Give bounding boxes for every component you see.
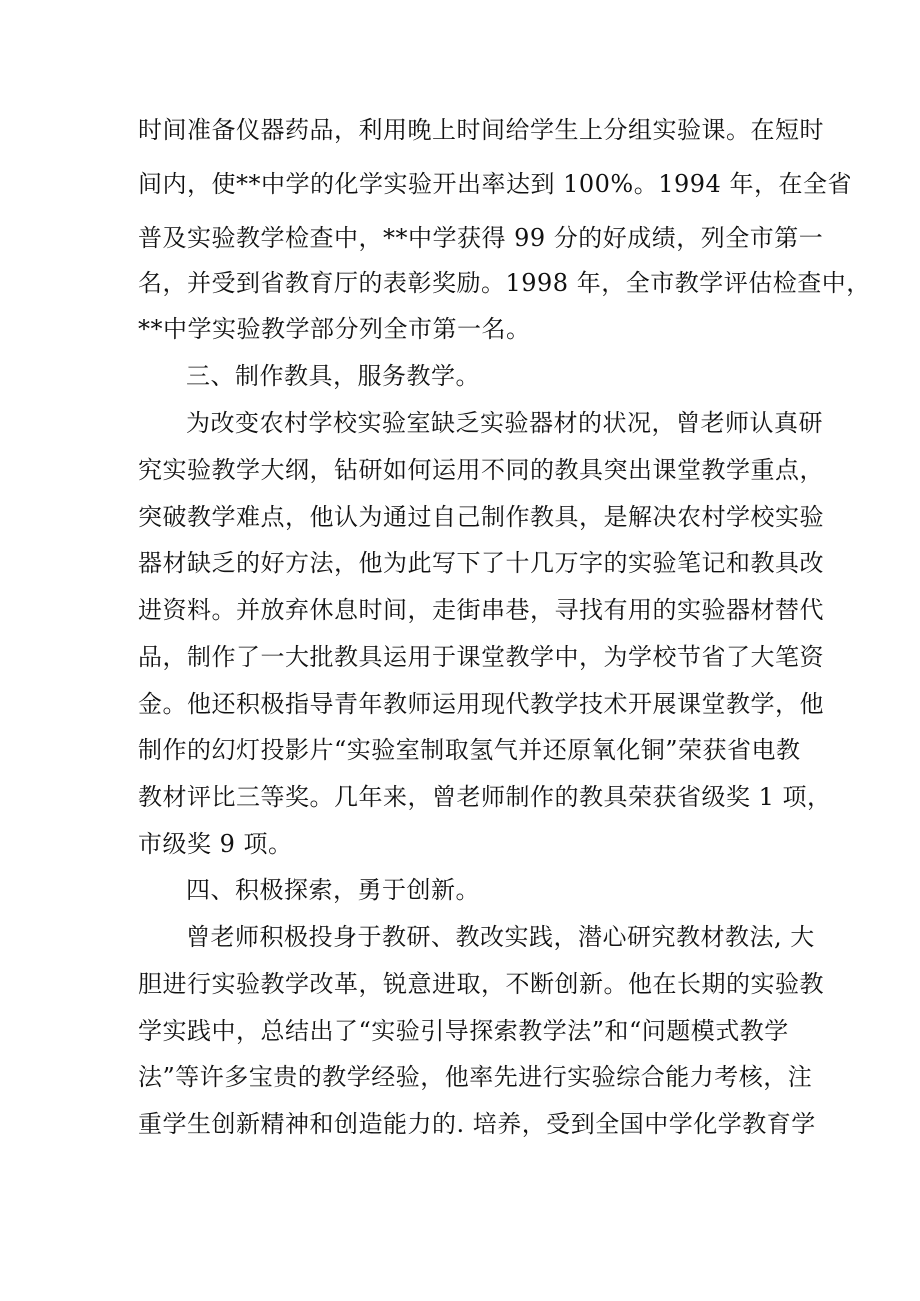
text-line: 器材缺乏的好方法，他为此写下了十几万字的实验笔记和教具改 bbox=[138, 549, 824, 577]
text-line: 学实践中，总结出了“实验引导探索教学法”和“问题模式教学 bbox=[138, 1017, 789, 1045]
text-line: 胆进行实验教学改革，锐意进取，不断创新。他在长期的实验教 bbox=[138, 970, 824, 998]
text-line: 间内，使**中学的化学实验开出率达到 100%。1994 年，在全省 bbox=[138, 170, 852, 198]
text-line: 时间准备仪器药品，利用晚上时间给学生上分组实验课。在短时 bbox=[138, 116, 824, 144]
text-line: 法”等许多宝贵的教学经验，他率先进行实验综合能力考核，注 bbox=[138, 1063, 813, 1091]
section-heading-4: 四、积极探索，勇于创新。 bbox=[186, 876, 480, 904]
section-heading-3: 三、制作教具，服务教学。 bbox=[186, 362, 480, 390]
text-line: 品，制作了一大批教具运用于课堂教学中，为学校节省了大笔资 bbox=[138, 643, 824, 671]
text-line: 市级奖 9 项。 bbox=[138, 830, 293, 858]
text-line: 名，并受到省教育厅的表彰奖励。1998 年，全市教学评估检查中， bbox=[138, 269, 871, 297]
text-line: 教材评比三等奖。几年来，曾老师制作的教具荣获省级奖 1 项， bbox=[138, 783, 832, 811]
text-line: 制作的幻灯投影片“实验室制取氢气并还原氧化铜”荣获省电教 bbox=[138, 736, 801, 764]
text-line: 普及实验教学检查中，**中学获得 99 分的好成绩，列全市第一 bbox=[138, 224, 824, 252]
text-line: 金。他还积极指导青年教师运用现代教学技术开展课堂教学，他 bbox=[138, 690, 824, 718]
text-line: 进资料。并放弃休息时间，走街串巷，寻找有用的实验器材替代 bbox=[138, 596, 824, 624]
text-line: **中学实验教学部分列全市第一名。 bbox=[138, 315, 531, 343]
text-line: 突破教学难点，他认为通过自己制作教具，是解决农村学校实验 bbox=[138, 503, 824, 531]
text-line: 重学生创新精神和创造能力的. 培养，受到全国中学化学教育学 bbox=[138, 1110, 816, 1138]
text-line: 为改变农村学校实验室缺乏实验器材的状况，曾老师认真研 bbox=[186, 409, 823, 437]
text-line: 究实验教学大纲，钻研如何运用不同的教具突出课堂教学重点， bbox=[138, 456, 824, 484]
text-line: 曾老师积极投身于教研、教改实践，潜心研究教材教法, 大 bbox=[186, 923, 815, 951]
